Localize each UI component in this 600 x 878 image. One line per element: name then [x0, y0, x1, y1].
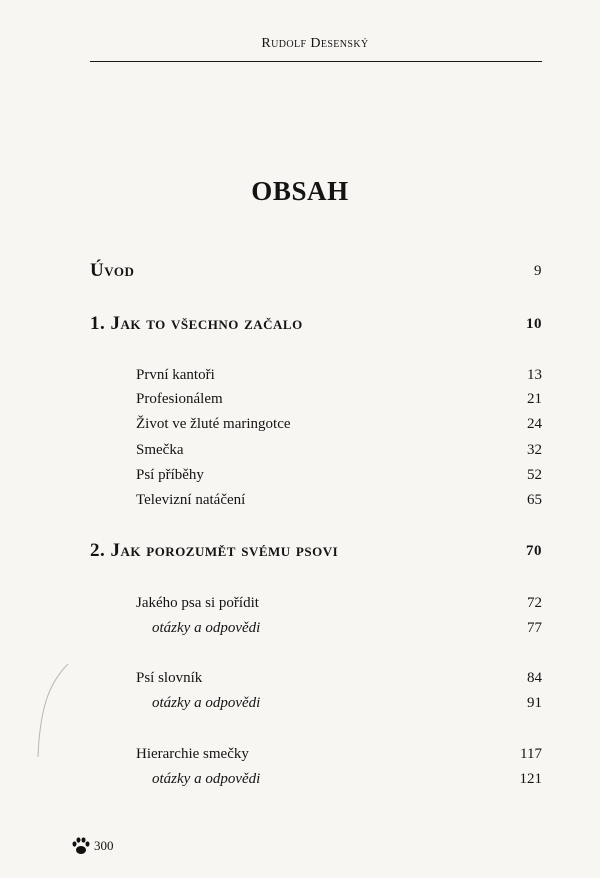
toc-qa-page: 121 [519, 771, 542, 787]
toc-qa-label: otázky a odpovědi [152, 620, 261, 636]
toc-qa-entry [152, 766, 542, 792]
toc-section-page: 13 [527, 367, 542, 383]
header-divider [90, 61, 542, 62]
toc-section-label: Televizní natáčení [136, 492, 246, 508]
toc-section [136, 665, 542, 691]
toc-entry-label: Úvod [90, 260, 135, 281]
toc-section [136, 741, 542, 767]
toc-qa-label: otázky a odpovědi [152, 695, 261, 711]
toc-section-page: 52 [527, 467, 542, 483]
toc-chapter-label: 1. Jak to všechno začalo [90, 313, 303, 334]
page-footer [70, 834, 114, 858]
toc-qa-page: 91 [527, 695, 542, 711]
toc-section [136, 462, 542, 488]
page-title: OBSAH [251, 176, 349, 206]
toc-section-page: 24 [527, 416, 542, 432]
toc-qa-entry [152, 690, 542, 716]
toc-section [136, 590, 542, 616]
pencil-mark [30, 662, 70, 762]
toc-section-page: 84 [527, 670, 542, 686]
toc-section-label: První kantoři [136, 367, 215, 383]
toc-entry-page: 9 [534, 263, 542, 279]
toc-entry-intro [90, 258, 542, 284]
toc-qa-page: 77 [527, 620, 542, 636]
toc-chapter-page: 10 [526, 316, 542, 332]
toc-section [136, 437, 542, 463]
toc-section-page: 32 [527, 442, 542, 458]
toc-section-page: 21 [527, 391, 542, 407]
toc-section-page: 117 [520, 746, 542, 762]
toc-qa-label: otázky a odpovědi [152, 771, 261, 787]
toc-qa-entry [152, 615, 542, 641]
toc-section-label: Jakého psa si pořídit [136, 595, 259, 611]
toc-section-label: Hierarchie smečky [136, 746, 249, 762]
toc-section [136, 386, 542, 412]
toc-chapter-label: 2. Jak porozumět svému psovi [90, 540, 339, 561]
toc-chapter-page: 70 [526, 543, 542, 559]
toc-section-label: Život ve žluté maringotce [136, 416, 291, 432]
toc-section-page: 65 [527, 492, 542, 508]
toc-section-label: Profesionálem [136, 391, 223, 407]
toc-section-page: 72 [527, 595, 542, 611]
toc-section-label: Psí příběhy [136, 467, 204, 483]
toc-section [136, 487, 542, 513]
toc-section [136, 362, 542, 388]
toc-section-label: Smečka [136, 442, 184, 458]
paw-print-icon [70, 835, 92, 857]
toc-section [136, 411, 542, 437]
page-number: 300 [94, 838, 114, 853]
toc-section-label: Psí slovník [136, 670, 203, 686]
toc-chapter-2 [90, 538, 542, 564]
toc-chapter-1 [90, 311, 542, 337]
running-header-author: Rudolf Desenský [261, 36, 369, 51]
